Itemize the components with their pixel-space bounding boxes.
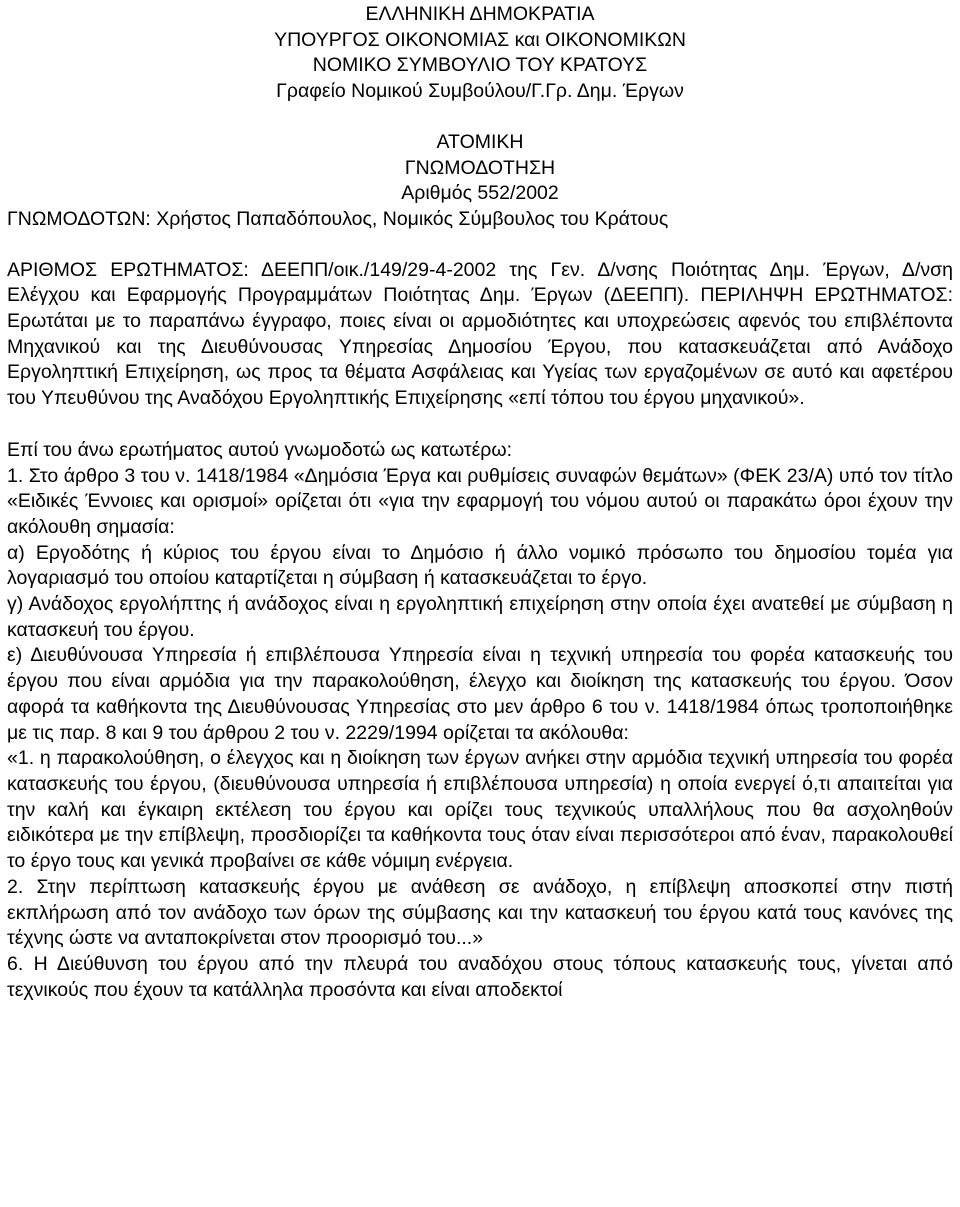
quote-paragraph-1: «1. η παρακολούθηση, ο έλεγχος και η διοίκηση των έργων ανήκει στην αρμόδια τεχνική υπηρεσία του φορέα κατασκευής του έργου, (διευθύνουσα υπηρεσία ή επιβλέπουσα υπηρεσία) η οποία ενεργεί ό,τι απαιτείται για την καλή και έγκαιρη εκτέλεση του έργου και ορίζει τους τεχνικούς υπαλλήλους που θα ασχοληθούν ειδικότερα με την επίβλεψη, προσδιορίζει τα καθήκοντα τους όταν είναι περισσότεροι από έναν, παρακολουθεί το έργο τους και γενικά προβαίνει σε κάθε νόμιμη ενέργεια. xyxy=(7,747,953,873)
paragraph-gamma: γ) Ανάδοχος εργολήπτης ή ανάδοχος είναι η εργοληπτική επιχείρηση στην οποία έχει ανατεθεί με σύμβαση η κατασκευή του έργου. xyxy=(7,593,953,641)
opinion-number: Αριθμός 552/2002 xyxy=(401,182,559,205)
paragraph-6: 6. Η Διεύθυνση του έργου από την πλευρά του αναδόχου στους τόπους κατασκευής τους, γίνεται από τεχνικούς που έχουν τα κατάλληλα προσόντα και είναι αποδεκτοί xyxy=(7,952,953,1001)
header-ministry: ΥΠΟΥΡΓΟΣ ΟΙΚΟΝΟΜΙΑΣ και ΟΙΚΟΝΟΜΙΚΩΝ xyxy=(274,28,686,51)
title-block xyxy=(7,130,953,207)
header-legal-council: ΝΟΜΙΚΟ ΣΥΜΒΟΥΛΙΟ ΤΟΥ ΚΡΑΤΟΥΣ xyxy=(312,54,648,77)
title-opinion: ΓΝΩΜΟΔΟΤΗΣΗ xyxy=(404,156,556,179)
quote-paragraph-2: 2. Στην περίπτωση κατασκευής έργου με ανάθεση σε ανάδοχο, η επίβλεψη αποσκοπεί στην πιστή εκπλήρωση από τον ανάδοχο των όρων της σύμβασης και την κατασκευή του έργου κατά τους κανόνες της τέχνης ώστε να ανταποκρίνεται στον προορισμό του...» xyxy=(7,875,953,950)
intro-line: Επί του άνω ερωτήματος αυτού γνωμοδοτώ ως κατωτέρω: xyxy=(7,438,513,461)
question-paragraph: ΑΡΙΘΜΟΣ ΕΡΩΤΗΜΑΤΟΣ: ΔΕΕΠΠ/οικ./149/29-4-2002 της Γεν. Δ/νσης Ποιότητας Δημ. Έργων, Δ/νση Ελέγχου και Εφαρμογής Προγραμμάτων Ποιότητας Δημ. Έργων (ΔΕΕΠΠ). ΠΕΡΙΛΗΨΗ ΕΡΩΤΗΜΑΤΟΣ: Ερωτάται με το παραπάνω έγγραφο, ποιες είναι οι αρμοδιότητες και υποχρεώσεις αφενός του επιβλέποντα Μηχανικού και της Διευθύνουσας Υπηρεσίας Δημοσίου Έργου, που κατασκευάζεται από Ανάδοχο Εργοληπτική Επιχείρηση, ως προς τα θέματα Ασφάλειας και Υγείας των εργαζομένων σε αυτό και αφετέρου του Υπευθύνου της Αναδόχου Εργοληπτικής Επιχείρησης «επί τόπου του έργου μηχανικού». xyxy=(7,258,953,410)
paragraph-alpha: α) Εργοδότης ή κύριος του έργου είναι το Δημόσιο ή άλλο νομικό πρόσωπο του δημοσίου τομέα για λογαριασμό του οποίου καταρτίζεται η σύμβαση ή κατασκευάζεται το έργο. xyxy=(7,541,953,590)
paragraph-epsilon: ε) Διευθύνουσα Υπηρεσία ή επιβλέπουσα Υπηρεσία είναι η τεχνική υπηρεσία του φορέα κατασκευής του έργου που είναι αρμόδια για την παρακολούθηση, έλεγχο και διοίκηση της κατασκευής του έργου. Όσον αφορά τα καθήκοντα της Διευθύνουσας Υπηρεσίας στο μεν άρθρο 6 του ν. 1418/1984 όπως τροποποιήθηκε με τις παρ. 8 και 9 του άρθρου 2 του ν. 2229/1994 ορίζεται τα ακόλουθα: xyxy=(7,644,953,744)
header-office: Γραφείο Νομικού Συμβούλου/Γ.Γρ. Δημ. Έργων xyxy=(276,80,684,103)
header-republic: ΕΛΛΗΝΙΚΗ ΔΗΜΟΚΡΑΤΙΑ xyxy=(365,3,595,25)
document-header xyxy=(7,2,953,105)
title-individual: ΑΤΟΜΙΚΗ xyxy=(436,130,524,153)
opinion-author: ΓΝΩΜΟΔΟΤΩΝ: Χρήστος Παπαδόπουλος, Νομικός Σύμβουλος του Κράτους xyxy=(7,207,669,230)
paragraph-1: 1. Στο άρθρο 3 του ν. 1418/1984 «Δημόσια Έργα και ρυθμίσεις συναφών θεμάτων» (ΦΕΚ 23/Α) υπό τον τίτλο «Ειδικές Έννοιες και ορισμοί» ορίζεται ότι «για την εφαρμογή του νόμου αυτού οι παρακάτω όροι έχουν την ακόλουθη σημασία: xyxy=(7,464,953,538)
